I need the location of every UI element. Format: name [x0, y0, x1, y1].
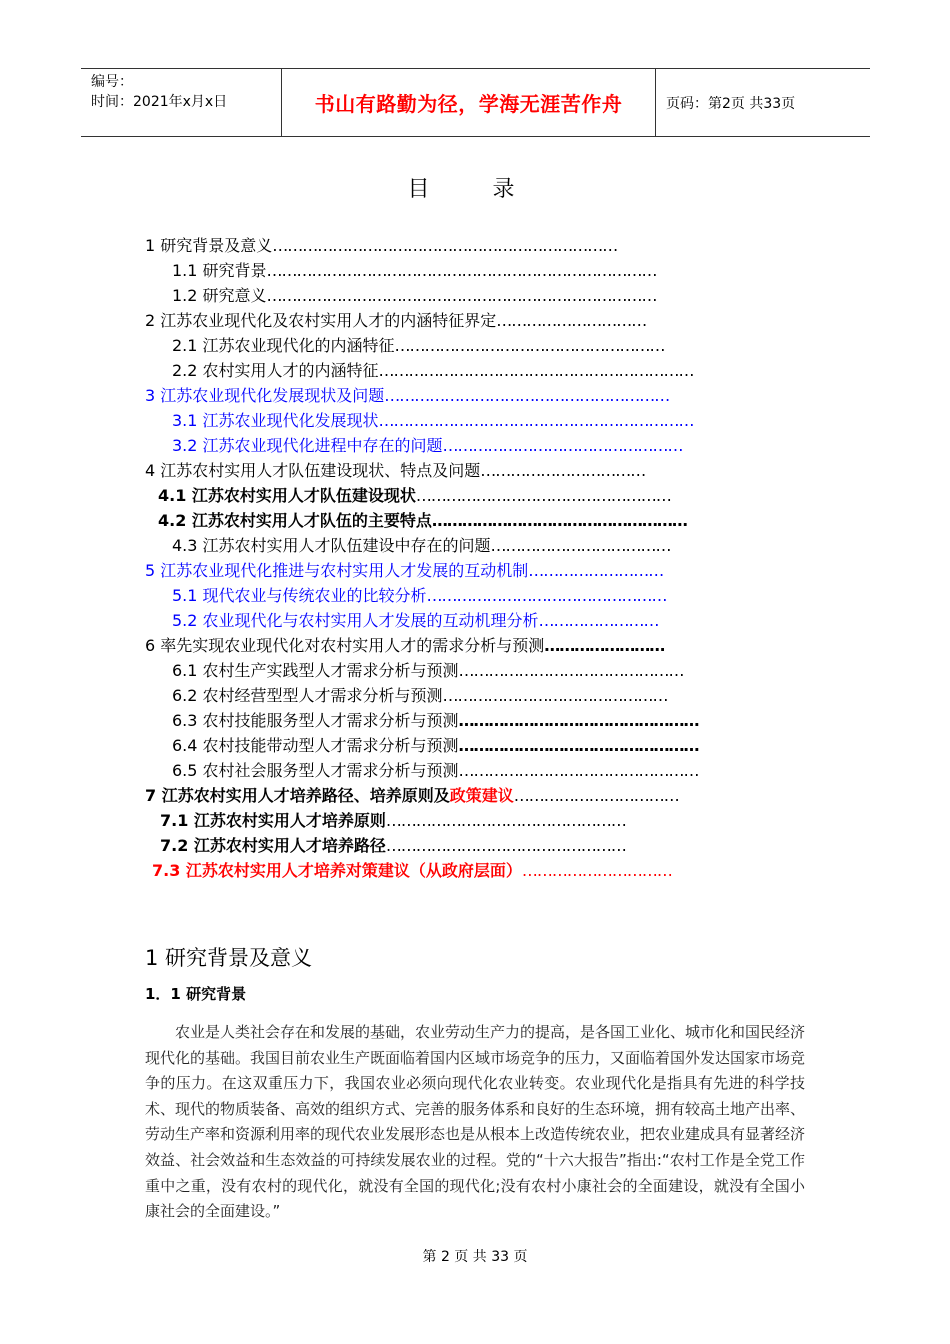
- header-page-cell: [656, 69, 870, 136]
- toc-entry-text: 4.3 江苏农村实用人才队伍建设中存在的问题: [172, 536, 491, 555]
- header-motto-cell: [282, 69, 656, 136]
- toc-entry[interactable]: [160, 834, 626, 858]
- toc-entry-leader: ………………………………………………: [394, 336, 665, 355]
- toc-entry-leader: …………………………: [521, 861, 672, 880]
- toc-entry-leader: ………………………………………………………: [378, 411, 694, 430]
- page-footer: 第 2 页 共 33 页: [422, 1249, 528, 1265]
- toc-entry-text: 4 江苏农村实用人才队伍建设现状、特点及问题: [145, 461, 481, 480]
- toc-entry-leader: ……………………………………………………………………: [266, 261, 657, 280]
- toc-entry-leader: ……………………………………………: [415, 486, 671, 505]
- toc-entry[interactable]: [172, 534, 671, 558]
- page-header: [81, 68, 870, 137]
- toc-entry-leader: ………………………: [528, 561, 664, 580]
- toc-entry[interactable]: [145, 384, 669, 408]
- toc-entry-leader: ………………………………………………………: [378, 361, 694, 380]
- toc-entry[interactable]: [172, 584, 667, 608]
- toc-entry-text-red: 政策建议: [449, 786, 514, 805]
- toc-entry-text: 3.2 江苏农业现代化进程中存在的问题: [172, 436, 443, 455]
- time-label: 时间：2021年x月x日: [91, 94, 228, 110]
- toc-entry-text: 3 江苏农业现代化发展现状及问题: [145, 386, 385, 405]
- toc-entry-text: 7.2 江苏农村实用人才培养路径: [160, 836, 386, 855]
- toc-entry-text: 5.1 现代农业与传统农业的比较分析: [172, 586, 427, 605]
- toc-entry[interactable]: [172, 284, 657, 308]
- toc-entry[interactable]: [172, 334, 665, 358]
- toc-entry-leader: ………………………………………: [458, 661, 684, 680]
- toc-entry-leader: ………………………………: [490, 536, 671, 555]
- toc-entry-leader: ………………………………………: [442, 686, 668, 705]
- toc-entry-text: 4.2 江苏农村实用人才队伍的主要特点: [158, 511, 432, 530]
- toc-entry[interactable]: [145, 634, 664, 658]
- toc-entry-text: 5.2 农业现代化与农村实用人才发展的互动机理分析: [172, 611, 539, 630]
- toc-entry[interactable]: [145, 309, 646, 333]
- toc-entry[interactable]: [160, 809, 626, 833]
- subsection-title: 1．1 研究背景: [145, 985, 247, 1003]
- toc-entry-text: 6 率先实现农业现代化对农村实用人才的需求分析与预测: [145, 636, 545, 655]
- toc-entry-leader: …………………………………………: [458, 711, 699, 730]
- toc-entry[interactable]: [158, 509, 687, 533]
- body-paragraph: 农业是人类社会存在和发展的基础，农业劳动生产力的提高，是各国工业化、城市化和国民经济现代化的基础。我国目前农业生产既面临着国内区域市场竞争的压力，又面临着国外发达国家市场竞争的压力。在这双重压力下，我国农业必须向现代化农业转变。农业现代化是指具有先进的科学技术、现代的物质装备、高效的组织方式、完善的服务体系和良好的生态环境，拥有较高土地产出率、劳动生产率和资源利用率的现代农业发展形态也是从根本上改造传统农业，把农业建成具有显著经济效益、社会效益和生态效益的可持续发展农业的过程。党的“十六大报告”指出:“农村工作是全党工作重中之重，没有农村的现代化，就没有全国的现代化;没有农村小康社会的全面建设，就没有全国小康社会的全面建设。”: [145, 1023, 806, 1221]
- toc-entry-text: 6.2 农村经营型型人才需求分析与预测: [172, 686, 443, 705]
- toc-entry-text: 6.3 农村技能服务型人才需求分析与预测: [172, 711, 459, 730]
- toc-entry-text: 2.1 江苏农业现代化的内涵特征: [172, 336, 395, 355]
- toc-entry-leader: …………………………………………: [385, 811, 626, 830]
- toc-entry-leader: …………………………………………: [458, 761, 699, 780]
- toc-entry-leader: ……………………: [538, 611, 659, 630]
- toc-entry[interactable]: [145, 559, 663, 583]
- toc-entry[interactable]: [145, 234, 617, 258]
- toc-entry-leader: ……………………………………………………………: [272, 236, 618, 255]
- toc-entry[interactable]: [172, 684, 668, 708]
- header-meta: [81, 69, 282, 136]
- toc-entry-text: 1 研究背景及意义: [145, 236, 273, 255]
- toc-entry-leader: ……………………………………………: [431, 511, 687, 530]
- toc-entry[interactable]: [172, 659, 684, 683]
- toc-entry[interactable]: [145, 784, 679, 808]
- header-page-label: 页码：第2页 共33页: [666, 95, 796, 112]
- toc-entry-text: 1.1 研究背景: [172, 261, 267, 280]
- toc-entry-text: 6.4 农村技能带动型人才需求分析与预测: [172, 736, 459, 755]
- number-label: 编号：: [91, 74, 133, 90]
- toc-entry-leader: ……………………………………………………………………: [266, 286, 657, 305]
- toc-entry-leader: …………………………………………: [385, 836, 626, 855]
- toc-entry[interactable]: [172, 434, 683, 458]
- toc-entry[interactable]: [172, 609, 659, 633]
- section-title: 1 研究背景及意义: [145, 946, 313, 970]
- toc-entry-leader: …………………………………………: [458, 736, 699, 755]
- toc-entry-text: 7 江苏农村实用人才培养路径、培养原则及: [145, 786, 450, 805]
- toc-entry-leader: …………………………………………: [442, 436, 683, 455]
- toc-entry-leader: ……………………………: [513, 786, 679, 805]
- toc-entry-text: 7.1 江苏农村实用人才培养原则: [160, 811, 386, 830]
- toc-entry-leader: …………………………………………………: [384, 386, 670, 405]
- toc-entry[interactable]: [158, 484, 671, 508]
- toc-entry[interactable]: [172, 709, 699, 733]
- toc-entry[interactable]: [145, 459, 645, 483]
- toc-entry-text: 7.3 江苏农村实用人才培养对策建议（从政府层面）: [152, 861, 522, 880]
- toc-entry-leader: …………………………………………: [426, 586, 667, 605]
- toc-entry-text: 4.1 江苏农村实用人才队伍建设现状: [158, 486, 416, 505]
- toc-entry-text: 1.2 研究意义: [172, 286, 267, 305]
- toc-entry[interactable]: [172, 359, 694, 383]
- toc-entry[interactable]: [172, 409, 694, 433]
- toc-entry[interactable]: [172, 759, 699, 783]
- toc-entry-text: 2 江苏农业现代化及农村实用人才的内涵特征界定: [145, 311, 497, 330]
- toc-entry-text: 6.5 农村社会服务型人才需求分析与预测: [172, 761, 459, 780]
- toc-entry-text: 3.1 江苏农业现代化发展现状: [172, 411, 379, 430]
- toc-entry-text: 5 江苏农业现代化推进与农村实用人才发展的互动机制: [145, 561, 529, 580]
- toc-entry-leader: …………………………: [496, 311, 647, 330]
- toc-title: 目 录: [407, 177, 543, 202]
- toc-entry-leader: ……………………: [544, 636, 665, 655]
- toc-entry[interactable]: [152, 859, 672, 883]
- toc-entry-text: 6.1 农村生产实践型人才需求分析与预测: [172, 661, 459, 680]
- toc-entry-text: 2.2 农村实用人才的内涵特征: [172, 361, 379, 380]
- toc-entry[interactable]: [172, 259, 657, 283]
- toc-entry-leader: ……………………………: [480, 461, 646, 480]
- header-motto: 书山有路勤为径，学海无涯苦作舟: [314, 92, 623, 116]
- toc-entry[interactable]: [172, 734, 699, 758]
